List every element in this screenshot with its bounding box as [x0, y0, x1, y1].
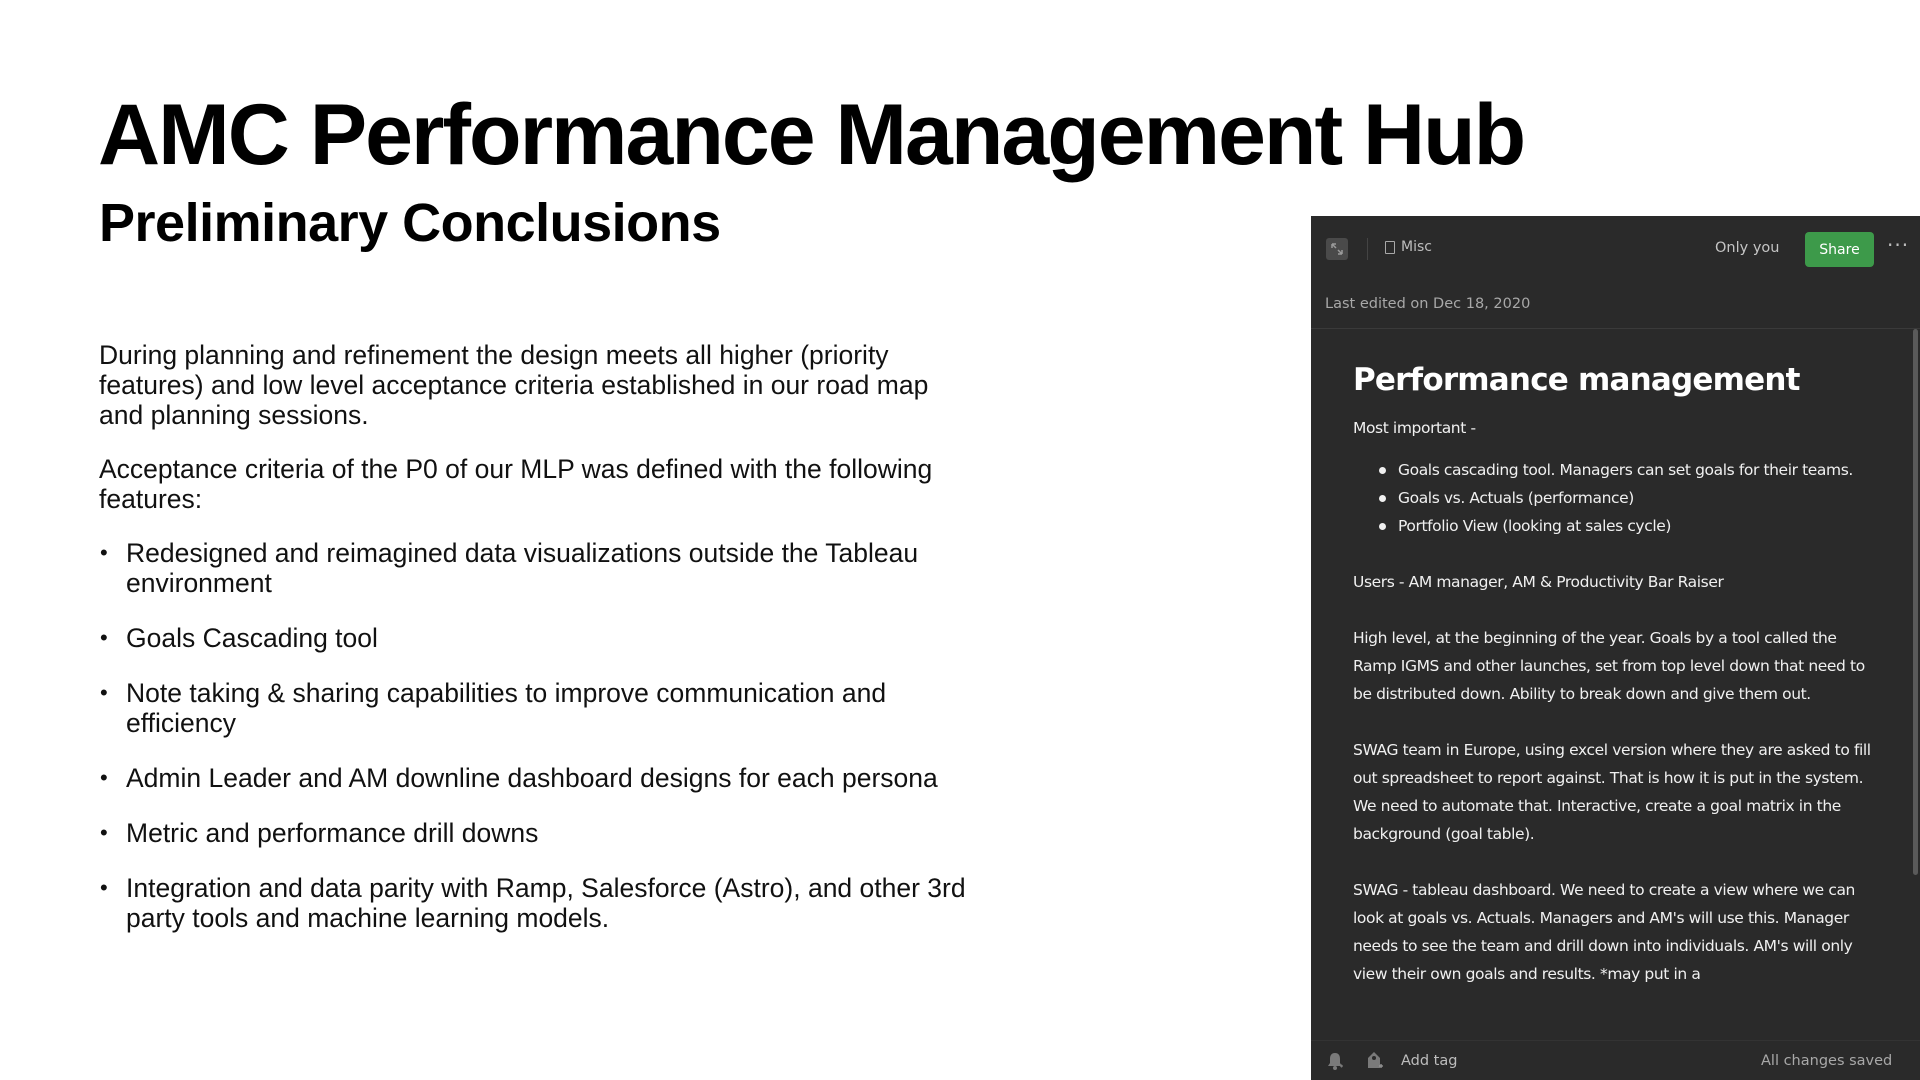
- slide-title: AMC Performance Management Hub: [98, 87, 1525, 183]
- note-footer: [1311, 1040, 1920, 1080]
- expand-arrows-icon: [1330, 242, 1344, 256]
- note-title[interactable]: Performance management: [1353, 362, 1800, 398]
- note-paragraph: Most important -: [1353, 419, 1476, 437]
- note-toolbar: [1311, 216, 1920, 280]
- feature-text: Redesigned and reimagined data visualizations outside the Tableau environment: [126, 538, 919, 598]
- feature-text: Integration and data parity with Ramp, Salesforce (Astro), and other 3rd party tools and machine learning models.: [126, 873, 966, 933]
- scrollbar[interactable]: [1913, 329, 1918, 875]
- header-divider: [1311, 328, 1920, 329]
- feature-text: Admin Leader and AM downline dashboard designs for each persona: [126, 763, 938, 793]
- bullet-glyph: •: [100, 875, 108, 900]
- feature-item: [99, 873, 979, 933]
- tag-icon[interactable]: [1364, 1051, 1384, 1071]
- note-editor[interactable]: [1353, 362, 1878, 1016]
- note-list-item: Portfolio View (looking at sales cycle): [1376, 512, 1878, 540]
- note-list-item: Goals vs. Actuals (performance): [1376, 484, 1878, 512]
- bullet-glyph: •: [100, 765, 108, 790]
- share-button[interactable]: Share: [1805, 232, 1874, 267]
- criteria-paragraph: Acceptance criteria of the P0 of our MLP was defined with the following features:: [99, 454, 933, 514]
- note-list-item: Goals cascading tool. Managers can set goals for their teams.: [1376, 456, 1878, 484]
- notes-panel: [1311, 216, 1920, 1080]
- bullet-glyph: •: [100, 625, 108, 650]
- add-tag-button[interactable]: Add tag: [1401, 1053, 1458, 1069]
- feature-item: [99, 763, 979, 793]
- toolbar-divider: [1367, 238, 1368, 260]
- save-status: All changes saved: [1761, 1053, 1893, 1069]
- feature-list: [99, 538, 979, 933]
- expand-icon[interactable]: [1326, 238, 1348, 260]
- note-paragraph: Users - AM manager, AM & Productivity Bar Raiser: [1353, 573, 1724, 591]
- more-options-icon[interactable]: ···: [1887, 233, 1910, 257]
- bullet-glyph: •: [100, 680, 108, 705]
- feature-text: Note taking & sharing capabilities to improve communication and efficiency: [126, 678, 887, 738]
- feature-text: Metric and performance drill downs: [126, 818, 539, 848]
- note-paragraph: SWAG - tableau dashboard. We need to create a view where we can look at goals vs. Actuals. Managers and AM's will use this. Manager needs to see the team and drill down into individuals. AM's will only view their own goals and results. *may put in a: [1353, 881, 1855, 983]
- feature-item: [99, 623, 979, 653]
- feature-text: Goals Cascading tool: [126, 623, 378, 653]
- note-paragraph: SWAG team in Europe, using excel version where they are asked to fill out spreadsheet to report against. That is how it is put in the system. We need to automate that. Interactive, create a goal matrix in the background (goal table).: [1353, 741, 1871, 843]
- feature-item: [99, 678, 979, 738]
- bullet-glyph: •: [100, 540, 108, 565]
- intro-paragraph: During planning and refinement the design meets all higher (priority features) and low level acceptance criteria established in our road map and planning sessions.: [99, 340, 929, 430]
- sharing-status[interactable]: Only you: [1715, 240, 1780, 256]
- bullet-glyph: •: [100, 820, 108, 845]
- reminder-bell-icon[interactable]: [1326, 1051, 1344, 1071]
- feature-item: [99, 538, 979, 598]
- feature-item: [99, 818, 979, 848]
- slide-subtitle: Preliminary Conclusions: [99, 193, 721, 253]
- last-edited-info: Last edited on Dec 18, 2020: [1325, 296, 1531, 312]
- slide-body: [99, 340, 979, 958]
- note-bullet-list: [1376, 456, 1878, 540]
- notebook-icon: [1385, 241, 1395, 254]
- notebook-selector[interactable]: [1385, 239, 1432, 255]
- note-paragraph: High level, at the beginning of the year. Goals by a tool called the Ramp IGMS and other launches, set from top level down that need to be distributed down. Ability to break down and give them out.: [1353, 629, 1865, 703]
- notebook-name: Misc: [1401, 239, 1432, 255]
